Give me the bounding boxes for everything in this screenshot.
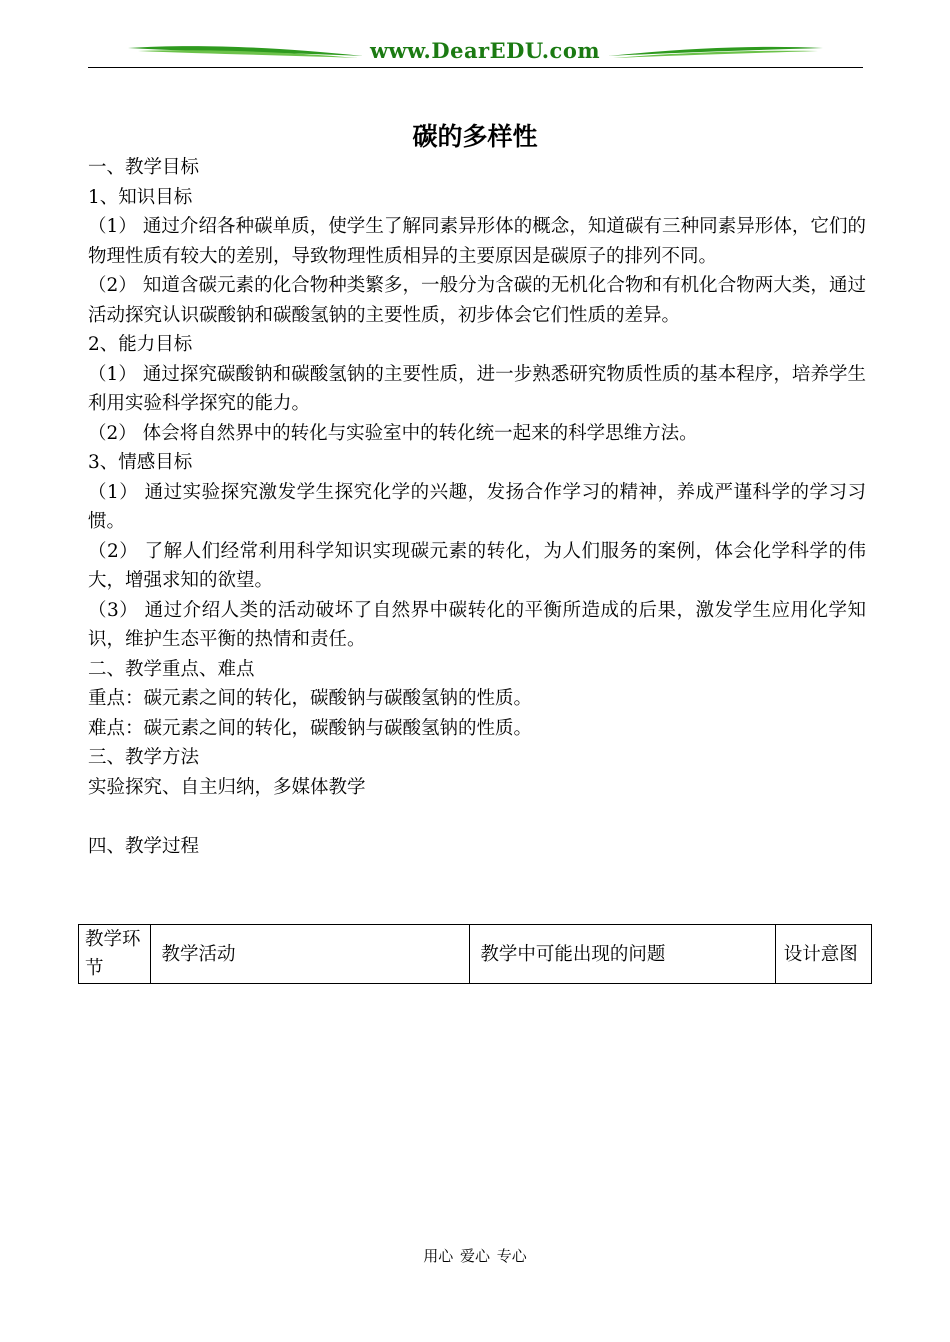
paragraph: （1） 通过介绍各种碳单质，使学生了解同素异形体的概念，知道碳有三种同素异形体，它们的物理性质有较大的差别，导致物理性质相异的主要原因是碳原子的排列不同。 bbox=[88, 216, 866, 267]
subheading-knowledge: 1、知识目标 bbox=[88, 186, 193, 208]
right-swoosh-decoration bbox=[608, 42, 823, 62]
section-heading-process: 四、教学过程 bbox=[88, 835, 200, 857]
section-heading-key-points: 二、教学重点、难点 bbox=[88, 658, 255, 680]
subheading-ability: 2、能力目标 bbox=[88, 334, 193, 355]
paragraph: 实验探究、自主归纳，多媒体教学 bbox=[88, 776, 366, 798]
table-header-row bbox=[79, 925, 872, 984]
paragraph: 重点：碳元素之间的转化，碳酸钠与碳酸氢钠的性质。 bbox=[88, 688, 533, 709]
header-rule bbox=[88, 67, 863, 68]
document-body bbox=[88, 153, 866, 861]
paragraph: （1） 通过探究碳酸钠和碳酸氢钠的主要性质，进一步熟悉研究物质性质的基本程序，培养学生利用实验科学探究的能力。 bbox=[88, 363, 866, 414]
section-heading-objectives: 一、教学目标 bbox=[88, 157, 200, 178]
paragraph: 难点：碳元素之间的转化，碳酸钠与碳酸氢钠的性质。 bbox=[88, 717, 533, 739]
paragraph: （2） 知道含碳元素的化合物种类繁多，一般分为含碳的无机化合物和有机化合物两大类，通过活动探究认识碳酸钠和碳酸氢钠的主要性质，初步体会它们性质的差异。 bbox=[88, 275, 866, 326]
document-title: 碳的多样性 bbox=[412, 122, 538, 151]
page-header bbox=[88, 36, 863, 68]
left-swoosh-decoration bbox=[128, 42, 363, 62]
section-heading-methods: 三、教学方法 bbox=[88, 747, 200, 768]
paragraph: （2） 体会将自然界中的转化与实验室中的转化统一起来的科学思维方法。 bbox=[88, 422, 698, 444]
table-header-cell: 教学活动 bbox=[151, 925, 470, 984]
paragraph: （2） 了解人们经常利用科学知识实现碳元素的转化，为人们服务的案例，体会化学科学的伟大，增强求知的欲望。 bbox=[88, 540, 866, 591]
site-logo: www.DearEDU.com bbox=[369, 38, 601, 63]
table-header-cell: 设计意图 bbox=[775, 925, 871, 984]
blank-line bbox=[88, 802, 866, 832]
subheading-emotion: 3、情感目标 bbox=[88, 452, 193, 473]
table-header-cell: 教学环节 bbox=[79, 925, 151, 984]
table-header-cell: 教学中可能出现的问题 bbox=[470, 925, 775, 984]
teaching-process-table bbox=[78, 924, 872, 984]
page-footer: 用心 爱心 专心 bbox=[423, 1247, 527, 1265]
paragraph: （3） 通过介绍人类的活动破坏了自然界中碳转化的平衡所造成的后果，激发学生应用化学知识，维护生态平衡的热情和责任。 bbox=[88, 599, 866, 650]
paragraph: （1） 通过实验探究激发学生探究化学的兴趣，发扬合作学习的精神，养成严谨科学的学习习惯。 bbox=[88, 481, 866, 532]
